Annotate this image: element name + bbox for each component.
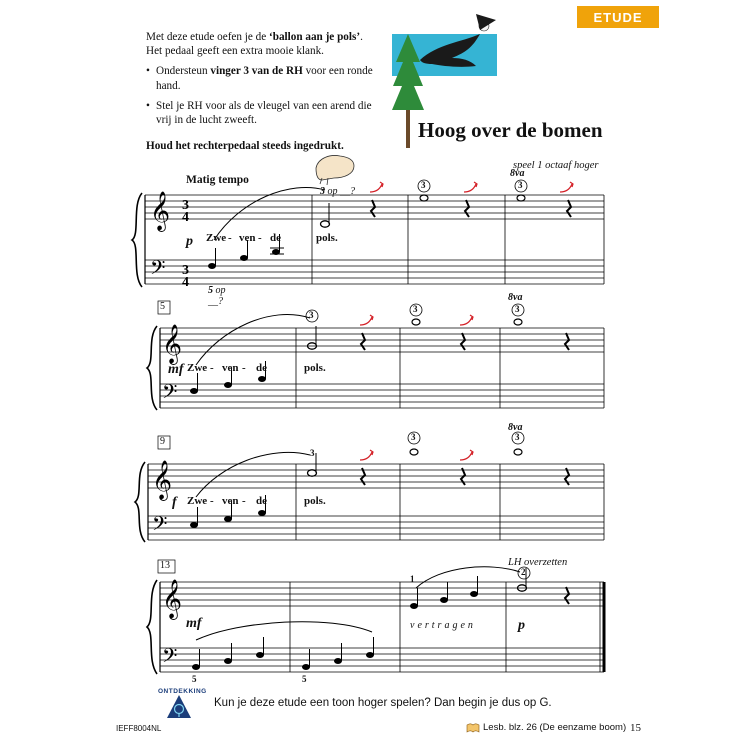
lyric-pols: pols. xyxy=(304,362,326,374)
page-number: 15 xyxy=(630,722,641,734)
dynamic-f: f xyxy=(172,495,177,510)
time-sig-bottom: 4 xyxy=(182,210,189,225)
svg-text:𝄢: 𝄢 xyxy=(162,382,178,408)
fingering-3: 3 xyxy=(515,304,520,314)
lesson-reference-text: Lesb. blz. 26 (De eenzame boom) xyxy=(483,722,627,733)
brace-1 xyxy=(132,193,142,287)
intro-line-1: Met deze etude oefen je de ‘ballon aan je pols’. Het pedaal geeft een extra mooie klank. xyxy=(146,31,363,58)
wrist-lift-arrow-icon xyxy=(560,184,572,192)
ontdekking-label: ONTDEKKING xyxy=(158,688,207,695)
fingering-5-op: 5 op __? xyxy=(208,285,226,307)
piece-title: Hoog over de bomen xyxy=(418,118,603,142)
svg-text:𝄞: 𝄞 xyxy=(162,581,183,618)
fingering-3: 3 xyxy=(310,448,315,458)
lyric-zwe: Zwe xyxy=(187,495,208,507)
lyric-ven: ven xyxy=(239,232,256,244)
quarter-rest xyxy=(371,200,375,217)
fingering-3: 3 xyxy=(518,180,523,190)
lyric-de: de xyxy=(256,495,267,507)
dynamic-mf-2: mf xyxy=(186,616,202,631)
fingering-1: 1 xyxy=(410,574,415,584)
dynamic-p-2: p xyxy=(518,618,525,633)
lyric-hyphen: - xyxy=(258,232,262,244)
time-sig-top: 3 xyxy=(182,198,189,213)
system-3 xyxy=(148,464,604,540)
wrist-lift-arrow-icon xyxy=(464,184,476,192)
octave-instruction: speel 1 octaaf hoger xyxy=(513,160,599,171)
intro-bullet-2: • Stel je RH voor als de vleugel van een arend die vrij in de lucht zweeft. xyxy=(156,99,378,127)
pedal-instruction: Houd het rechterpedaal steeds ingedrukt. xyxy=(146,140,344,152)
fingering-3: 3 xyxy=(515,432,520,442)
dynamic-p: p xyxy=(186,234,193,249)
tempo-marking: Matig tempo xyxy=(186,174,249,186)
ottava-mark: 8va xyxy=(508,422,523,433)
svg-text:𝄢: 𝄢 xyxy=(152,514,168,540)
lyric-hyphen: - xyxy=(242,495,246,507)
note xyxy=(240,255,248,261)
ritardando-marking: vertragen xyxy=(410,620,476,631)
lyric-hyphen: - xyxy=(242,362,246,374)
treble-clef-icon: 𝄞 xyxy=(150,193,171,230)
book-icon xyxy=(466,723,480,733)
svg-text:𝄢: 𝄢 xyxy=(162,646,178,672)
note xyxy=(208,263,216,269)
fingering-5: 5 xyxy=(192,674,197,684)
fingering-2: 2 xyxy=(521,567,526,577)
svg-text:𝄞: 𝄞 xyxy=(162,326,183,363)
system-2-notes xyxy=(190,304,569,394)
fingering-3: 3 xyxy=(309,310,314,320)
fingering-3-op: 3 op __? xyxy=(320,186,355,197)
lightbulb-icon xyxy=(166,694,192,720)
system-number-9: 9 xyxy=(160,436,165,447)
fingering-3: 3 xyxy=(421,180,426,190)
system-1-notes xyxy=(208,180,573,269)
lyric-zwe: Zwe xyxy=(206,232,227,244)
bass-clef-icon: 𝄢 xyxy=(150,258,166,284)
etude-tab: ETUDE xyxy=(577,6,659,28)
lh-instruction: LH overzetten xyxy=(508,557,568,568)
svg-text:𝄞: 𝄞 xyxy=(152,462,173,499)
wrist-lift-arrow-icon xyxy=(370,184,382,192)
half-note xyxy=(321,221,330,227)
lyric-pols: pols. xyxy=(316,232,338,244)
lyric-ven: ven xyxy=(222,495,239,507)
ottava-mark: 8va xyxy=(508,292,523,303)
lesson-reference xyxy=(466,722,626,733)
lyric-hyphen: - xyxy=(210,495,214,507)
system-number-13: 13 xyxy=(160,560,170,571)
ottava-mark: 8va xyxy=(510,168,525,179)
lyric-zwe: Zwe xyxy=(187,362,208,374)
fingering-3: 3 xyxy=(413,304,418,314)
svg-text:3: 3 xyxy=(182,263,189,278)
svg-text:4: 4 xyxy=(182,275,189,290)
intro-bullet-1: • Ondersteun vinger 3 van de RH voor een ronde hand. xyxy=(156,64,378,92)
lyric-hyphen: - xyxy=(210,362,214,374)
system-number-5: 5 xyxy=(160,301,165,312)
dynamic-mf: mf xyxy=(168,362,184,377)
system-3-notes xyxy=(190,432,569,528)
lyric-hyphen: - xyxy=(228,232,232,244)
fingering-3: 3 xyxy=(411,432,416,442)
fingering-5: 5 xyxy=(302,674,307,684)
lyric-pols: pols. xyxy=(304,495,326,507)
lyric-ven: ven xyxy=(222,362,239,374)
lyric-de: de xyxy=(256,362,267,374)
catalog-code: IEFF8004NL xyxy=(116,724,162,733)
lyric-de: de xyxy=(270,232,281,244)
ontdekking-text: Kun je deze etude een toon hoger spelen? Dan begin je dus op G. xyxy=(214,697,552,709)
